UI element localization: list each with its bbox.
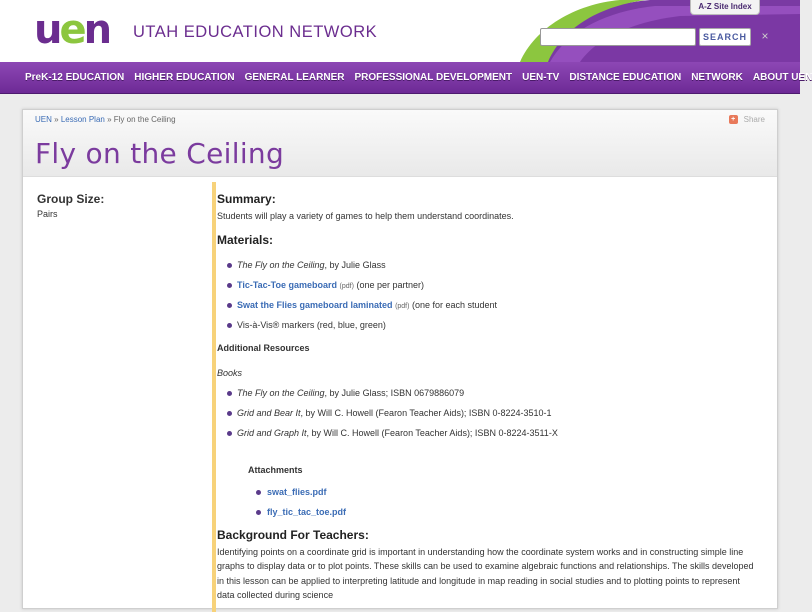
group-size-label: Group Size: [37,192,105,206]
bullet-icon [256,510,261,515]
nav-item-network[interactable]: NETWORK [691,72,743,83]
group-size-value: Pairs [37,209,58,219]
list-item [248,502,757,522]
bullet-icon [227,283,232,288]
site-header [0,0,800,62]
search-button[interactable]: SEARCH [699,28,751,46]
share-label: Share [743,115,765,124]
list-item: Tic-Tac-Toe gameboard (pdf) (one per partner) [217,275,757,295]
nav-item-uen-tv[interactable]: UEN-TV [522,72,560,83]
books-label: Books [217,367,243,378]
attachments-section [248,465,757,522]
site-name[interactable]: UTAH EDUCATION NETWORK [133,23,378,41]
uen-logo[interactable] [34,7,110,53]
materials-heading: Materials: [217,233,274,248]
books-list [217,383,757,443]
list-item: Swat the Flies gameboard laminated (pdf) (one for each student [217,295,757,315]
swat-the-flies-gameboard-link[interactable]: Swat the Flies gameboard laminated [237,299,393,310]
bullet-icon [227,411,232,416]
list-item [248,482,757,502]
tic-tac-toe-gameboard-link[interactable]: Tic-Tac-Toe gameboard [237,279,338,290]
breadcrumb-uen[interactable]: UEN [35,115,52,124]
list-item: Grid and Graph It, by Will C. Howell (Fearon Teacher Aids); ISBN 0-8224-3511-X [217,423,757,443]
page-title: Fly on the Ceiling [35,137,285,170]
close-icon[interactable]: × [761,29,769,43]
summary-text: Students will play a variety of games to help them understand coordinates. [217,210,514,221]
fly-tic-tac-toe-pdf-link[interactable]: fly_tic_tac_toe.pdf [267,506,347,517]
summary-heading: Summary: [217,192,276,206]
nav-item-distance-education[interactable]: DISTANCE EDUCATION [569,72,682,83]
card-header [23,110,777,177]
lesson-card [22,109,778,609]
sidebar [37,192,207,219]
breadcrumb-separator: » [54,115,59,124]
list-item: Grid and Bear It, by Will C. Howell (Fearon Teacher Aids); ISBN 0-8224-3510-1 [217,403,757,423]
breadcrumb-current: Fly on the Ceiling [113,115,176,124]
column-divider [212,182,216,612]
bullet-icon [227,263,232,268]
background-heading: Background For Teachers: [217,527,369,542]
main-nav [0,62,812,94]
nav-item-professional-development[interactable]: PROFESSIONAL DEVELOPMENT [354,72,513,83]
bullet-icon [227,431,232,436]
lesson-body [217,192,757,603]
nav-item-higher-education[interactable]: HIGHER EDUCATION [134,72,235,83]
breadcrumb-lesson-plan[interactable]: Lesson Plan [60,115,105,124]
additional-resources-heading: Additional Resources [217,342,310,353]
list-item: The Fly on the Ceiling, by Julie Glass [217,255,757,275]
nav-item-about-uen[interactable]: ABOUT UEN [752,72,812,83]
swat-flies-pdf-link[interactable]: swat_flies.pdf [267,486,327,497]
bullet-icon [227,391,232,396]
bullet-icon [227,303,232,308]
nav-item-general-learner[interactable]: GENERAL LEARNER [244,72,345,83]
bullet-icon [256,490,261,495]
share-icon: + [729,115,738,124]
bullet-icon [227,323,232,328]
nav-item-prek12[interactable]: PreK-12 EDUCATION [25,72,125,83]
breadcrumb [35,115,176,124]
background-text: Identifying points on a coordinate grid is important in understanding how the coordinate system works and in constructing simple line graphs to display data or to plot points. These skills can be used to examine algebraic functions and relationships. The skills developed in this lesson can be applied to interpreting latitude and longitude in map reading in social studies and to plotting points to represent data collected during science [217,546,754,601]
breadcrumb-separator: » [107,115,112,124]
list-item: The Fly on the Ceiling, by Julie Glass; ISBN 0679886079 [217,383,757,403]
materials-list [217,255,757,335]
attachments-heading: Attachments [248,465,303,476]
share-button[interactable] [729,115,765,124]
search-input[interactable] [540,28,696,46]
list-item: Vis-à-Vis® markers (red, blue, green) [217,315,757,335]
logo-mark: uen [34,7,110,53]
az-site-index-button[interactable]: A-Z Site Index [690,0,760,15]
attachments-list [248,482,757,522]
